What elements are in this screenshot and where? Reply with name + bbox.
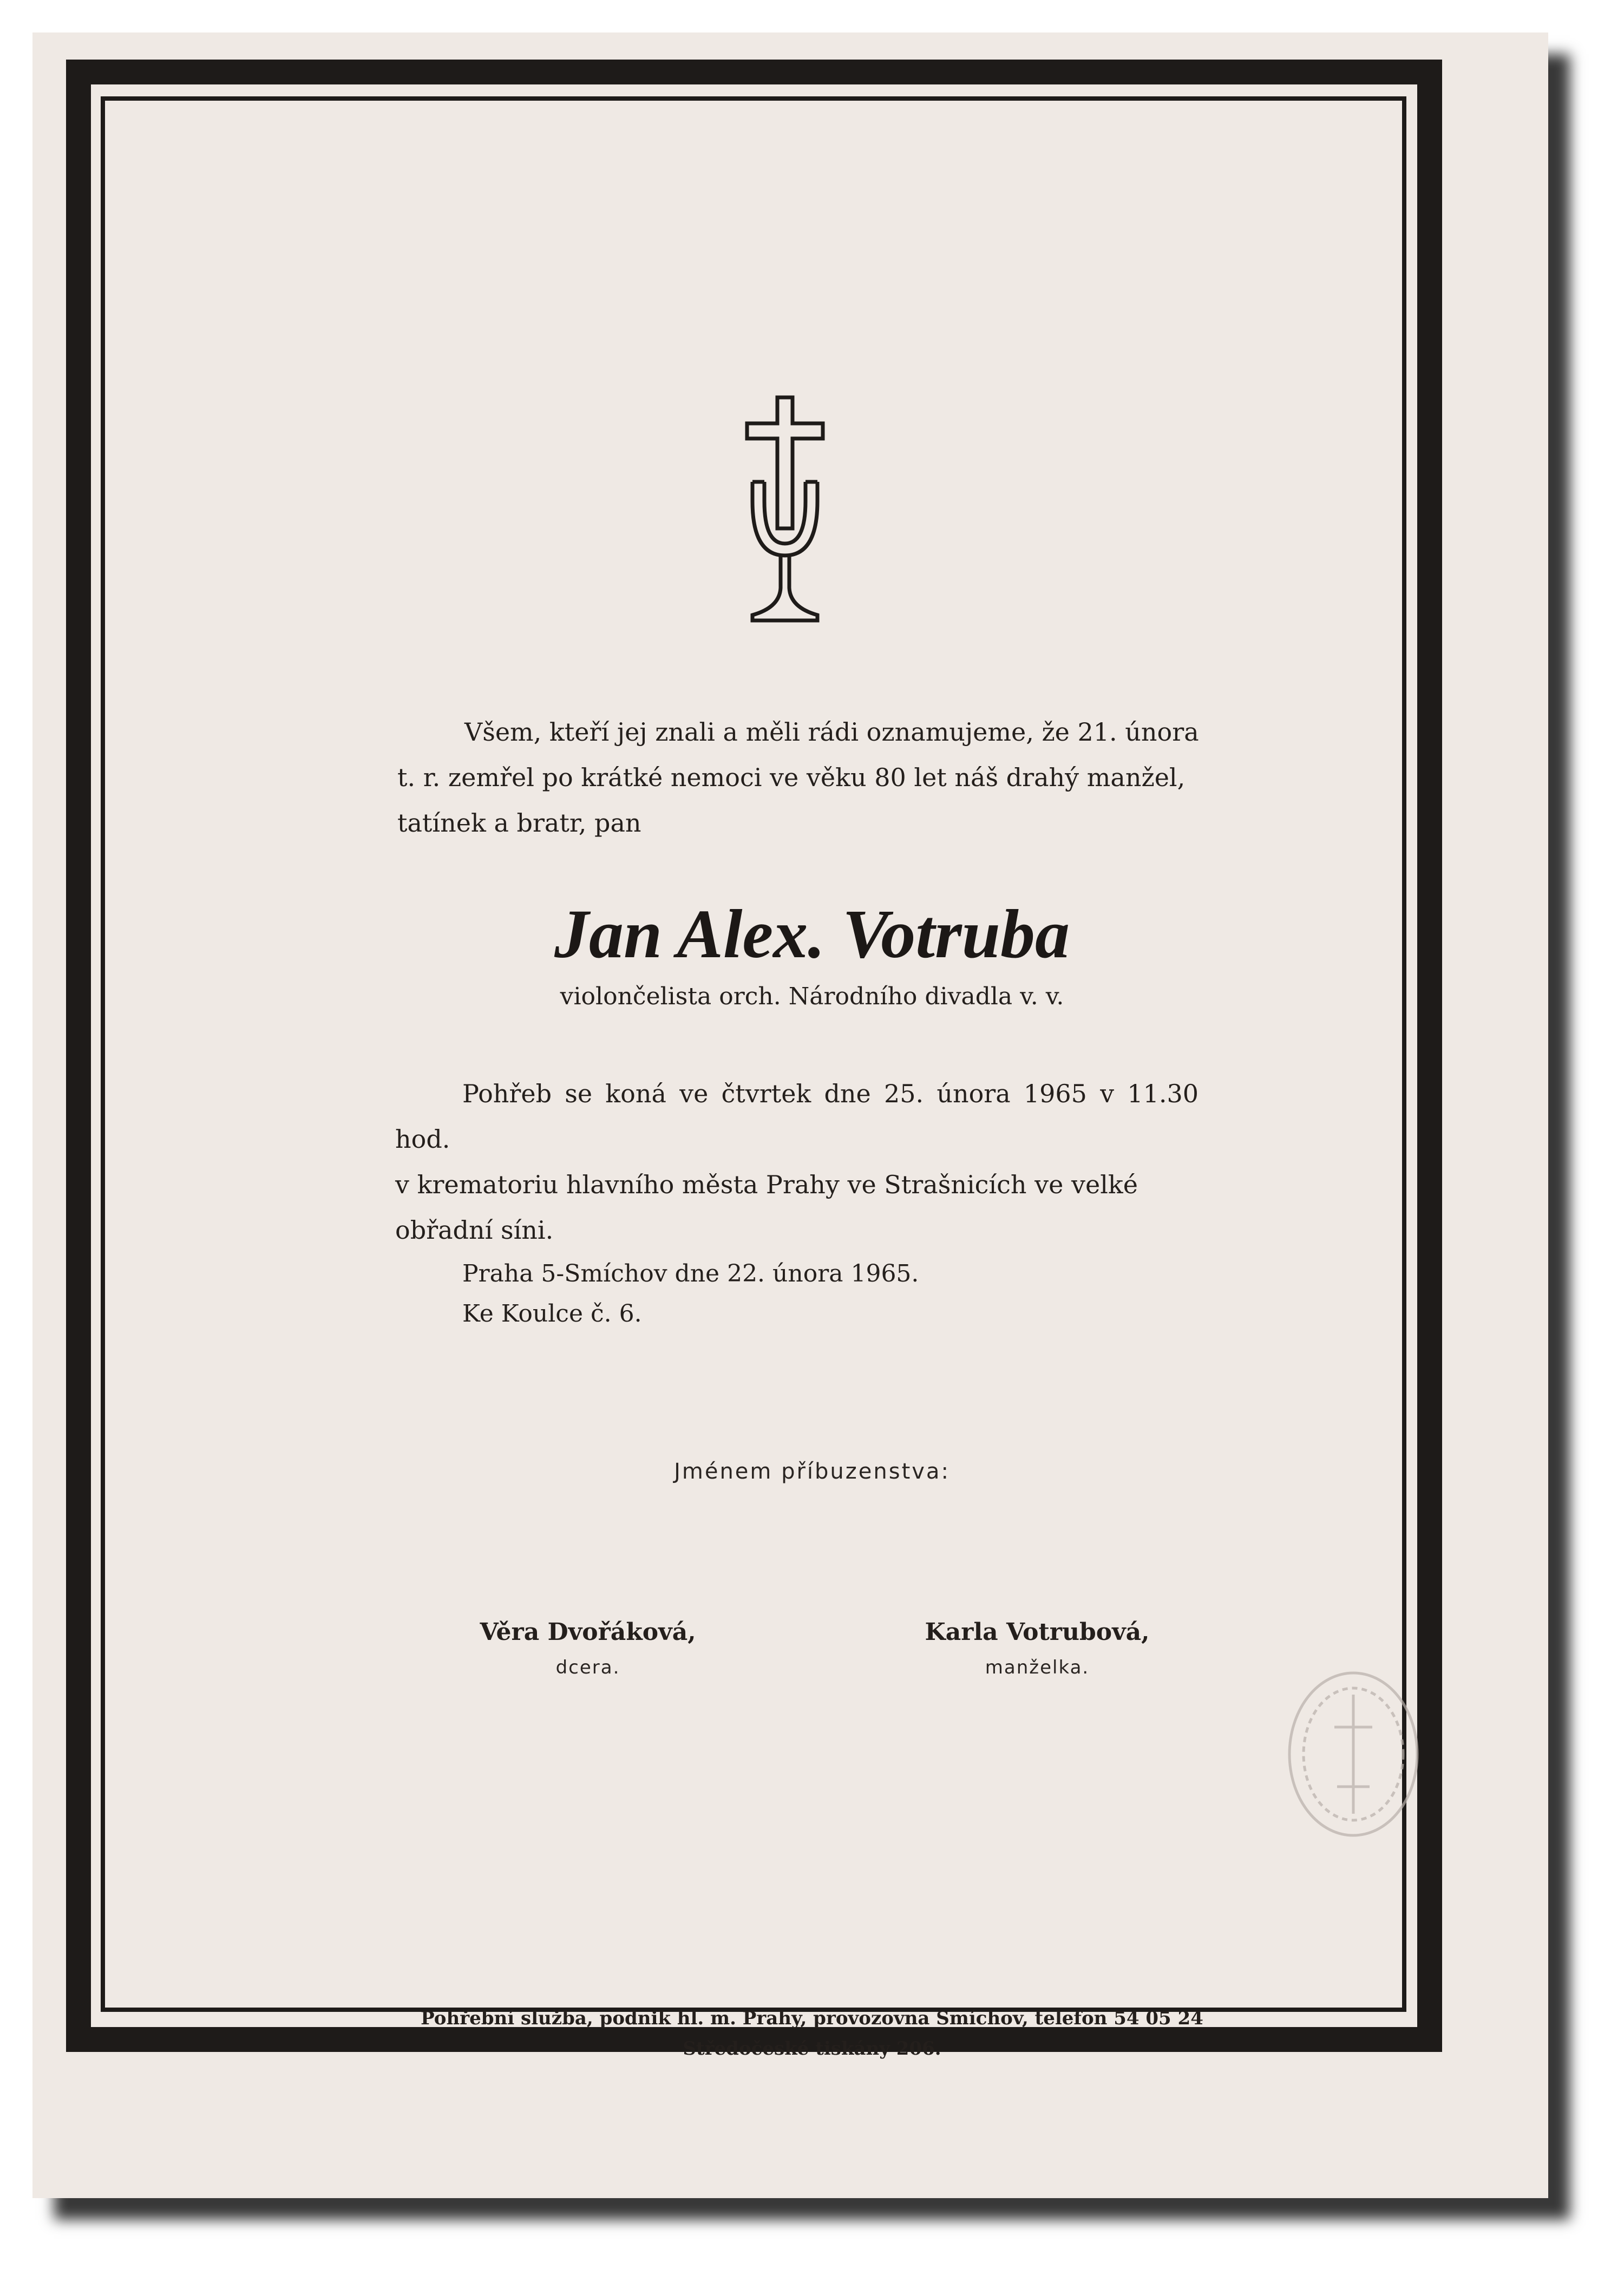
funeral-line: v krematoriu hlavního města Prahy ve Strašnicích ve velké <box>395 1170 1138 1199</box>
place-date-line: Praha 5-Smíchov dne 22. února 1965. <box>462 1260 919 1287</box>
announcement-line: Všem, kteří jej znali a měli rádi oznamujeme, že 21. února <box>464 717 1199 747</box>
deceased-name: Jan Alex. Votruba <box>554 895 1070 972</box>
signatory-relation: dcera. <box>555 1657 620 1678</box>
signatory-relation: manželka. <box>985 1657 1090 1678</box>
family-heading: Jménem příbuzenstva: <box>674 1459 950 1484</box>
funeral-service-footer <box>0 2003 1624 2064</box>
funeral-line: Pohřeb se koná ve čtvrtek dne 25. února 1965 v 11.30 hod. <box>395 1079 1199 1154</box>
footer-line: Středočeské tiskány 206. <box>683 2038 941 2060</box>
signatory-daughter <box>398 1613 777 1684</box>
announcement-line: tatínek a bratr, pan <box>397 808 641 838</box>
signatory-name: Karla Votrubová, <box>925 1618 1150 1646</box>
announcement-line: t. r. zemřel po krátké nemoci ve věku 80 let náš drahý manžel, <box>397 763 1186 792</box>
announcement-paragraph <box>397 709 1201 846</box>
cross-chalice-icon <box>731 393 839 631</box>
deceased-occupation: violončelista orch. Národního divadla v. v. <box>560 983 1064 1010</box>
signatory-name: Věra Dvořáková, <box>480 1618 696 1646</box>
footer-line: Pohřební služba, podnik hl. m. Prahy, provozovna Smíchov, telefon 54 05 24 <box>421 2008 1203 2029</box>
address-line: Ke Koulce č. 6. <box>462 1300 642 1328</box>
funeral-paragraph <box>395 1071 1199 1253</box>
signatory-wife <box>848 1613 1227 1684</box>
mourning-border-inner <box>101 96 1406 2012</box>
place-and-date <box>462 1254 1112 1334</box>
postmark-stamp-icon <box>1283 1662 1424 1846</box>
funeral-line: obřadní síni. <box>395 1215 554 1245</box>
